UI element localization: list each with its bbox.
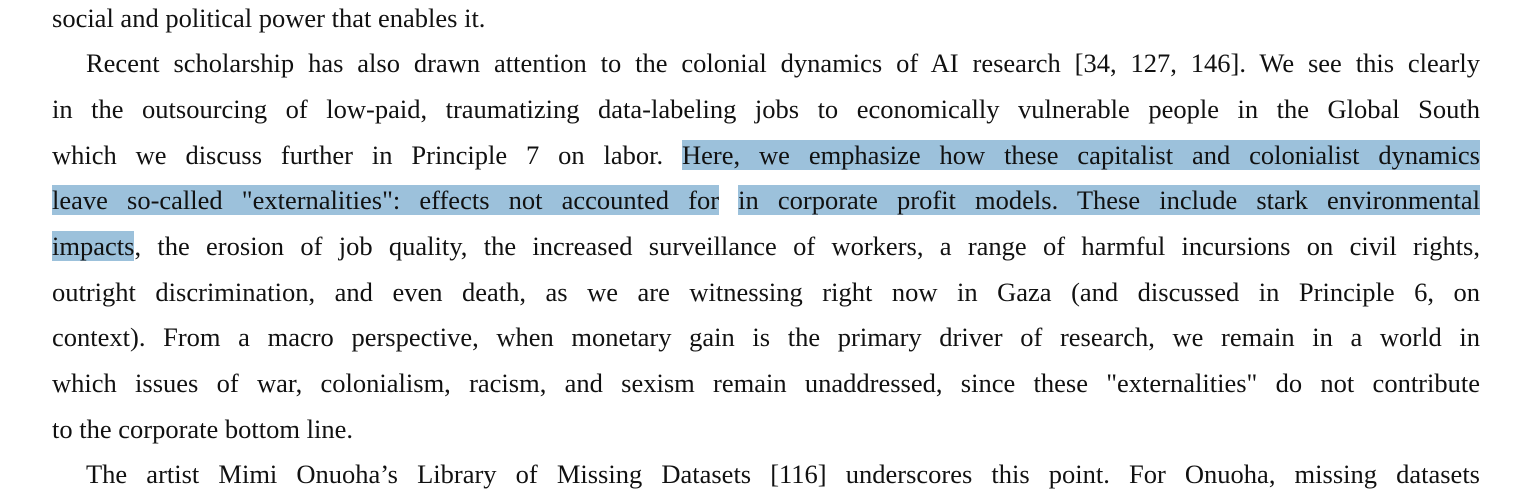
paragraph-line	[86, 43, 1480, 83]
selected-text[interactable]: in corporate profit models. These include stark environmental	[738, 185, 1481, 215]
line-text: Recent scholarship has also drawn attention to the colonial dynamics of AI research [34, 127, 146]. We see this clearly	[86, 48, 1480, 78]
selected-text[interactable]: impacts	[52, 231, 135, 261]
paragraph-line	[52, 409, 1480, 449]
line-text: in the outsourcing of low-paid, traumatizing data-labeling jobs to economically vulnerable people in the Global South	[52, 94, 1480, 124]
line-text: to the corporate bottom line.	[52, 414, 353, 444]
line-text: outright discrimination, and even death, as we are witnessing right now in Gaza (and discussed in Principle 6, on	[52, 277, 1480, 307]
paragraph-line	[52, 317, 1480, 357]
paragraph-line	[52, 226, 1480, 266]
paragraph-line	[52, 180, 1480, 220]
line-text: The artist Mimi Onuoha’s Library of Missing Datasets [116] underscores this point. For Onuoha, missing datasets	[86, 459, 1480, 489]
paragraph-line	[52, 0, 1480, 38]
paragraph-line	[86, 454, 1480, 494]
selected-text[interactable]: leave so-called "externalities": effects not accounted for	[52, 185, 720, 215]
line-text: which we discuss further in Principle 7 on labor.	[52, 140, 683, 170]
paragraph-line	[52, 135, 1480, 175]
line-text: , the erosion of job quality, the increased surveillance of workers, a range of harmful incursions on civil rights,	[134, 231, 1480, 261]
paragraph-line	[52, 363, 1480, 403]
selected-text[interactable]: Here, we emphasize how these capitalist and colonialist dynamics	[682, 140, 1480, 170]
paragraph-line	[52, 89, 1480, 129]
line-text: social and political power that enables it.	[52, 3, 486, 33]
line-text	[719, 185, 738, 215]
line-text: which issues of war, colonialism, racism, and sexism remain unaddressed, since these "externalities" do not contribute	[52, 368, 1480, 398]
paragraph-line	[52, 272, 1480, 312]
line-text: context). From a macro perspective, when monetary gain is the primary driver of research, we remain in a world in	[52, 322, 1480, 352]
